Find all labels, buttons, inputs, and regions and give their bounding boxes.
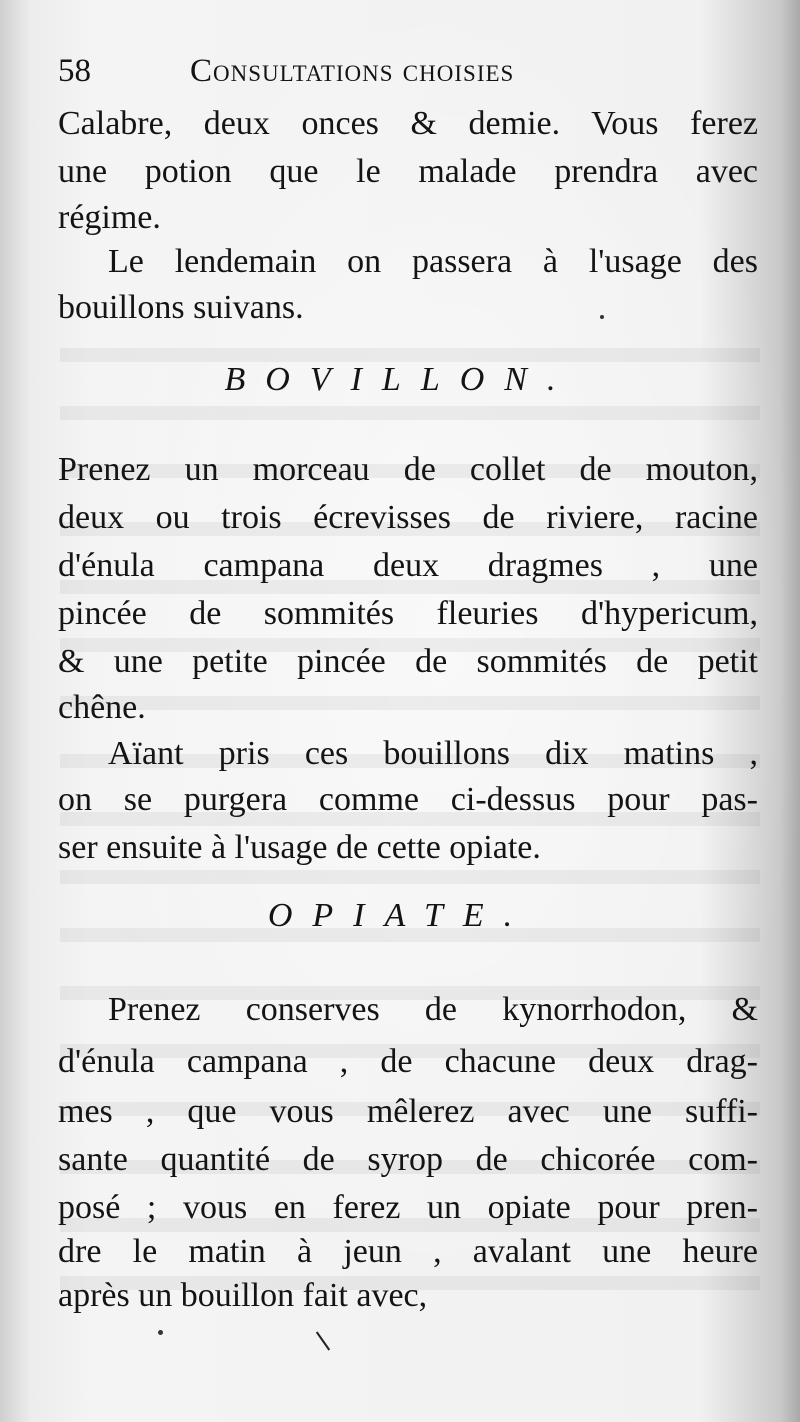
running-title: Consultations choisies: [190, 53, 515, 89]
text-line: sante quantité de syrop de chicorée com-: [58, 1141, 758, 1178]
text-line: posé ; vous en ferez un opiate pour pren-: [58, 1189, 758, 1226]
text-line: après un bouillon fait avec,: [58, 1277, 428, 1314]
text-line: dre le matin à jeun , avalant une heure: [58, 1233, 758, 1270]
text-line: Prenez un morceau de collet de mouton,: [58, 451, 758, 488]
page-header: [58, 44, 748, 98]
text-line: d'énula campana deux dragmes , une: [58, 547, 758, 584]
text-line: régime.: [58, 199, 161, 236]
text-line: Calabre, deux onces & demie. Vous ferez: [58, 105, 758, 142]
text-line: une potion que le malade prendra avec: [58, 153, 758, 190]
section-heading-opiate: OPIATE.: [267, 897, 533, 934]
text-line: d'énula campana , de chacune deux drag-: [58, 1043, 758, 1080]
text-line: Aïant pris ces bouillons dix matins ,: [108, 735, 758, 772]
text-line: & une petite pincée de sommités de petit: [58, 643, 758, 680]
text-line: Prenez conserves de kynorrhodon, &: [108, 991, 758, 1028]
text-line: pincée de sommités fleuries d'hypericum,: [58, 595, 758, 632]
ink-speck: [158, 1330, 163, 1335]
text-line: mes , que vous mêlerez avec une suffi-: [58, 1093, 758, 1130]
text-line: bouillons suivans.: [58, 289, 304, 326]
text-line: deux ou trois écrevisses de riviere, racine: [58, 499, 758, 536]
page-number: 58: [58, 53, 91, 89]
ink-speck: [600, 315, 604, 319]
section-heading-bouillon: BOVILLON.: [224, 361, 576, 398]
text-line: ser ensuite à l'usage de cette opiate.: [58, 829, 541, 866]
ink-mark: [316, 1331, 330, 1350]
text-line: Le lendemain on passera à l'usage des: [108, 243, 758, 280]
text-line: chêne.: [58, 689, 146, 726]
text-line: on se purgera comme ci-dessus pour pas-: [58, 781, 758, 818]
